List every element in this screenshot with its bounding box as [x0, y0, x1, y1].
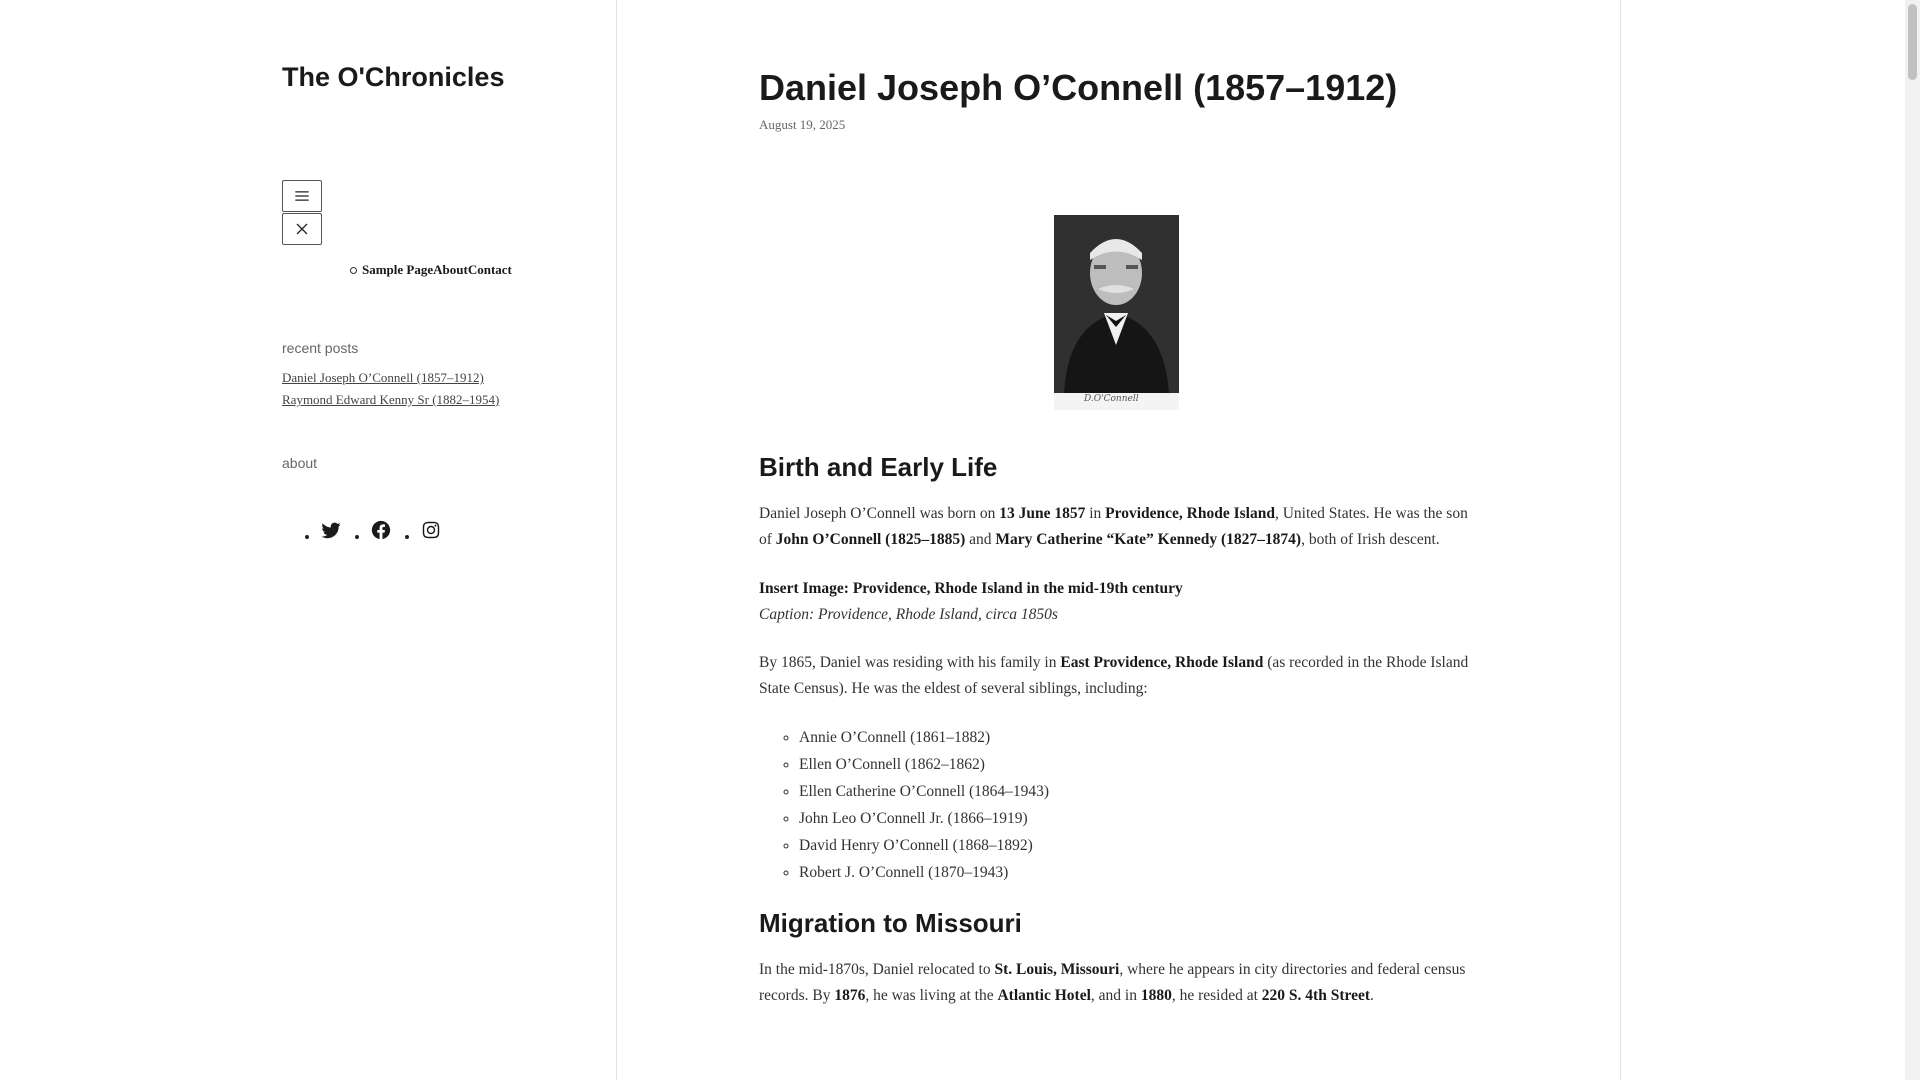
insert-image-note: Insert Image: Providence, Rhode Island in the mid-19th century Caption: Providence, Rhode Island, circa 1850s: [759, 580, 1183, 624]
image-caption: Caption: Providence, Rhode Island, circa 1850s: [759, 606, 1058, 624]
nav-link-contact[interactable]: Contact: [467, 262, 512, 277]
nav-item: [350, 262, 512, 278]
list-item: ◦ John Leo O’Connell Jr. (1866–1919): [799, 805, 1479, 832]
recent-posts-title: recent posts: [282, 340, 359, 356]
list-item: ◦ Robert J. O’Connell (1870–1943): [799, 859, 1479, 886]
portrait-signature: D.O'Connell: [1084, 394, 1139, 405]
portrait-image: [1054, 215, 1179, 410]
list-item: ◦ Ellen O’Connell (1862–1862): [799, 751, 1479, 778]
list-bullet: [355, 535, 359, 539]
menu-close-button[interactable]: [282, 213, 322, 245]
nav-link-sample-page[interactable]: Sample Page: [362, 262, 434, 277]
menu-open-button[interactable]: [282, 180, 322, 212]
instagram-icon[interactable]: [419, 518, 443, 542]
list-item: ◦ David Henry O’Connell (1868–1892): [799, 832, 1479, 859]
nav-link-about[interactable]: About: [433, 262, 468, 277]
scrollbar-thumb[interactable]: [1908, 4, 1917, 80]
post-title: Daniel Joseph O’Connell (1857–1912): [759, 67, 1398, 108]
primary-nav: [350, 262, 512, 278]
paragraph-residence: By 1865, Daniel was residing with his family in East Providence, Rhode Island (as recorded in the Rhode Island State Census). He was the eldest of several siblings, including:: [759, 654, 1469, 698]
about-title: about: [282, 455, 318, 471]
post-date: August 19, 2025: [759, 117, 846, 133]
paragraph-birth: Daniel Joseph O’Connell was born on 13 June 1857 in Providence, Rhode Island, United States. He was the son of John O’Connell (1825–1885) and Mary Catherine “Kate” Kennedy (1827–1874), both of Irish descent.: [759, 505, 1468, 549]
list-item: ◦ Ellen Catherine O’Connell (1864–1943): [799, 778, 1479, 805]
hamburger-icon: [292, 186, 312, 206]
portrait-graphic: [1054, 215, 1179, 410]
list-bullet: [305, 535, 309, 539]
paragraph-migration: In the mid-1870s, Daniel relocated to St. Louis, Missouri, where he appears in city directories and federal census records. By 1876, he was living at the Atlantic Hotel, and in 1880, he resided at 220 S. 4th Street.: [759, 961, 1466, 1005]
list-item: [282, 370, 499, 386]
list-item: [282, 392, 499, 408]
recent-posts-list: [282, 370, 499, 414]
site-title[interactable]: The O'Chronicles: [282, 62, 505, 92]
list-bullet: [405, 535, 409, 539]
main-content: [617, 0, 1621, 1080]
section-heading-birth: Birth and Early Life: [759, 452, 998, 483]
page-scrollbar[interactable]: [1905, 0, 1920, 1080]
section-heading-migration: Migration to Missouri: [759, 908, 1022, 939]
social-links: [305, 518, 455, 542]
sidebar: [0, 0, 617, 1080]
recent-post-link[interactable]: Daniel Joseph O’Connell (1857–1912): [282, 370, 484, 385]
list-item: ◦ Annie O’Connell (1861–1882): [799, 724, 1479, 751]
twitter-icon[interactable]: [319, 518, 343, 542]
recent-post-link[interactable]: Raymond Edward Kenny Sr (1882–1954): [282, 392, 500, 407]
close-icon: [292, 219, 312, 239]
post-article: [759, 0, 1479, 1009]
siblings-list: [759, 724, 1479, 886]
facebook-icon[interactable]: [369, 518, 393, 542]
